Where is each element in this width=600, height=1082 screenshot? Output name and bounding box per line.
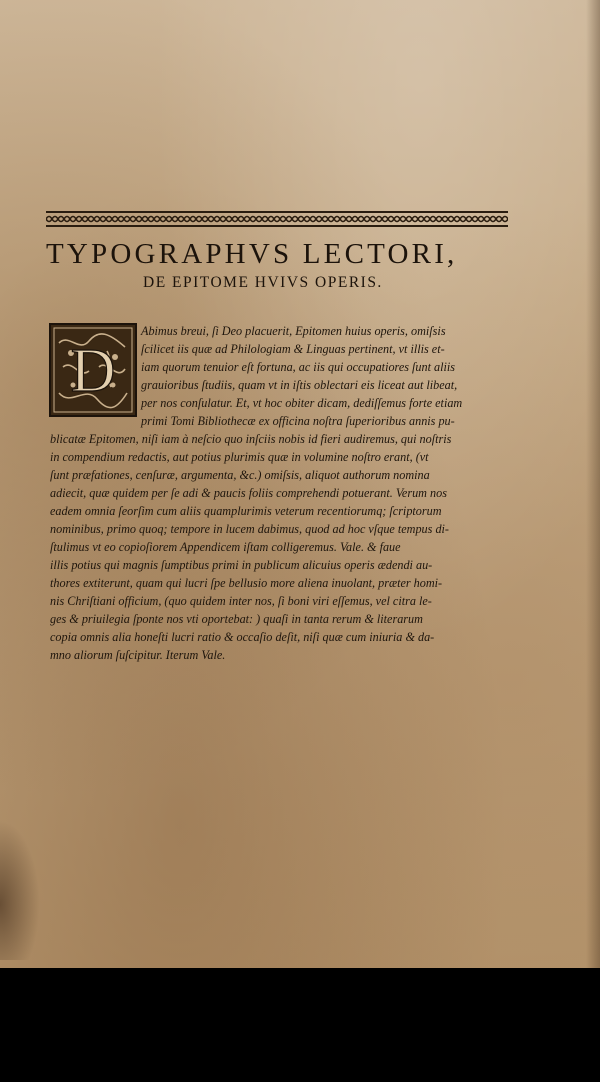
body-line: Abimus breui, ſi Deo placuerit, Epitomen huius operis, omiſsis (141, 324, 446, 338)
body-line: mno aliorum ſuſcipitur. Iterum Vale. (50, 648, 226, 662)
body-line: ges & priuilegia ſponte nos vti oportebat: ) quaſi in tanta rerum & literarum (50, 612, 423, 626)
body-line: copia omnis alia honeſti lucri ratio & occaſio deſit, niſi quæ cum iniuria & da- (50, 630, 435, 644)
body-line: illis potius qui magnis ſumptibus primi in publicum alicuius operis ædendi au- (50, 558, 433, 572)
body-line: eadem omnia ſeorſim cum aliis quamplurimis veterum recentiorumq; ſcriptorum (50, 504, 442, 518)
ornamental-rule (46, 210, 508, 228)
body-line: per nos conſulatur. Et, vt hoc obiter dicam, dediſſemus forte etiam (141, 396, 463, 410)
page-stain (0, 820, 40, 960)
body-line: nominibus, primo quoq; tempore in lucem dabimus, quod ad hoc vſque tempus di- (50, 522, 449, 536)
body-line: ſcilicet iis quæ ad Philologiam & Linguas pertinent, vt illis et- (141, 342, 445, 356)
body-line: in compendium redactis, aut potius plurimis quæ in volumine noſtro erant, (vt (50, 450, 429, 464)
body-line: thores extiterunt, quam qui lucri ſpe bellusio more aliena inuolant, præter homi- (50, 576, 443, 590)
initial-letter: D (70, 337, 116, 405)
body-line: ſtulimus vt eo copioſiorem Appendicem iſtam colligeremus. Vale. & faue (50, 540, 401, 554)
body-line: adiecit, quæ quidem per ſe adi & paucis foliis comprehendi potuerant. Verum nos (50, 486, 447, 500)
page-edge-shadow (586, 0, 600, 968)
body-line: primi Tomi Bibliothecæ ex officina noſtra ſuperioribus annis pu- (141, 414, 455, 428)
body-line: grauioribus ſtudiis, quam vt in iſtis oblectari eis liceat aut libeat, (141, 378, 458, 392)
page-subtitle: DE EPITOME HVIVS OPERIS. (143, 274, 383, 291)
body-line: blicatæ Epitomen, niſi iam à neſcio quo inſciis nobis id fieri audiremus, qui noſtris (50, 432, 452, 446)
page-title: TYPOGRAPHVS LECTORI, (46, 238, 458, 270)
body-line: nis Chriſtiani officium, (quo quidem inter nos, ſi boni viri eſſemus, vel citra le- (50, 594, 432, 608)
decorated-initial (49, 323, 137, 417)
body-line: ſunt præfationes, cenſuræ, argumenta, &c.) omiſsis, aliquot authorum nomina (50, 468, 430, 482)
body-line: iam quorum tenuior eſt fortuna, ac iis qui occupatiores ſunt aliis (141, 360, 456, 374)
